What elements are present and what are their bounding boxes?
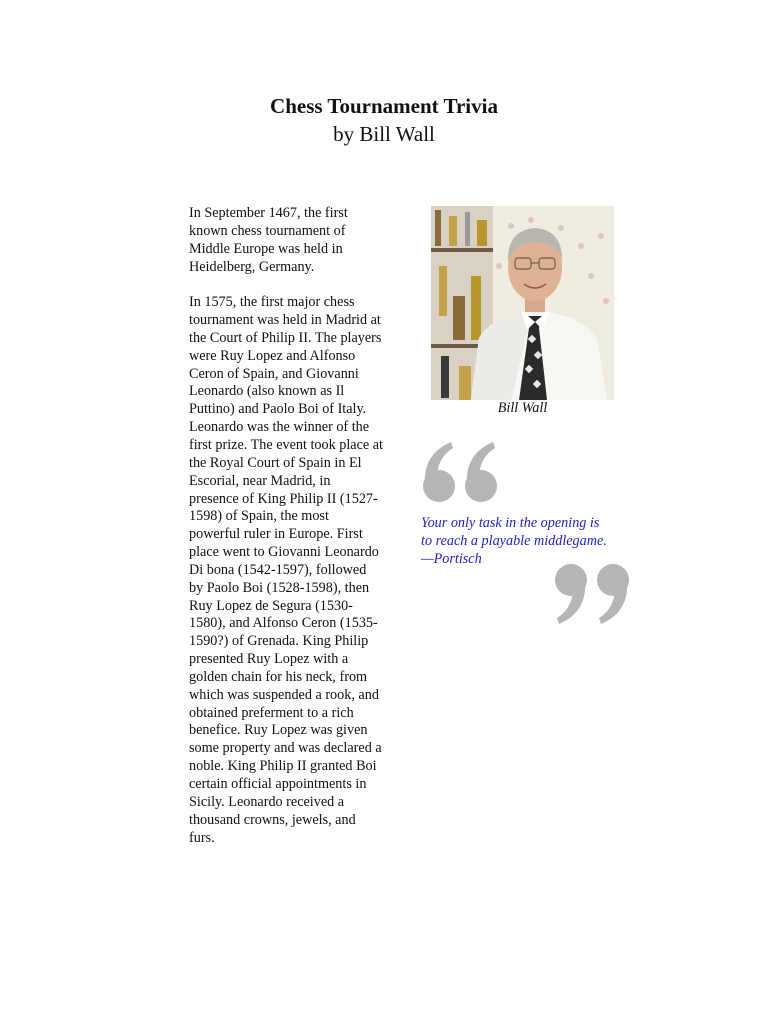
author-photo — [431, 206, 614, 400]
author-byline: by Bill Wall — [333, 122, 435, 146]
close-quote-icon — [545, 558, 635, 638]
article-paragraph: In September 1467, the first known chess tournament of Middle Europe was held in Heidelberg, Germany. — [189, 205, 348, 275]
pull-quote-line: to reach a playable middlegame. — [421, 532, 607, 549]
pull-quote-line: Your only task in the opening is — [421, 515, 600, 531]
article-paragraph: In 1575, the first major chess tournament was held in Madrid at the Court of Philip II. The players were Ruy Lopez and Alfonso Ceron of Spain, and Giovanni Leonardo (also known as Il Puttino) and Paolo Boi of Italy. Leonardo was the winner of the first prize. The event took place at the Royal Court of Spain in El Escorial, near Madrid, in presence of King Philip II (1527-1598) of Spain, the most powerful ruler in Europe. First place went to Giovanni Leonardo Di bona (1542-1597), followed by Paolo Boi (1528-1598), then Ruy Lopez de Segura (1530-1580), and Alfonso Ceron (1535-1590?) of Grenada. King Philip presented Ruy Lopez with a golden chain for his neck, from which was suspended a rook, and obtained preferment to a rich benefice. Ruy Lopez was given some property and was declared a noble. King Philip II granted Boi certain official appointments in Sicily. Leonardo received a thousand crowns, jewels, and furs. — [189, 294, 383, 846]
page-title: Chess Tournament Trivia — [270, 94, 498, 118]
article-body — [189, 205, 383, 865]
photo-caption: Bill Wall — [497, 400, 548, 416]
pull-quote-attribution: —Portisch — [421, 550, 482, 567]
open-quote-icon — [417, 428, 507, 508]
